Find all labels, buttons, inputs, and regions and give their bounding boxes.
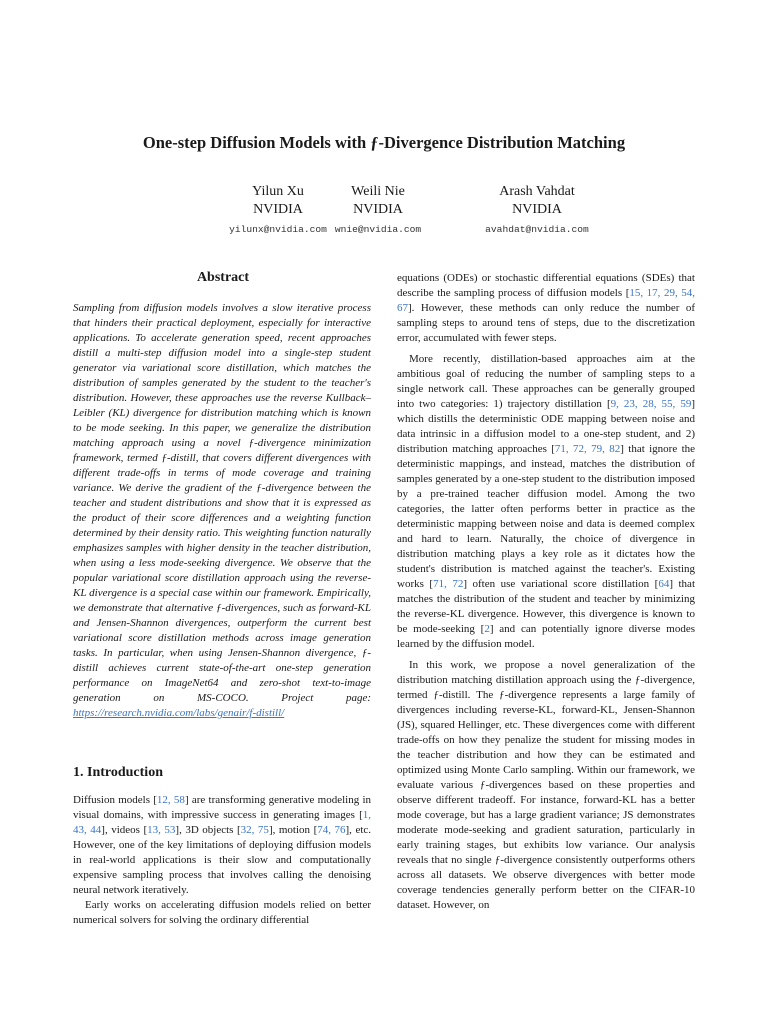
citation-link[interactable]: 74, 76 — [317, 824, 346, 836]
citation-link[interactable]: 15, 17, 29, 54, 67 — [397, 287, 695, 314]
author-name: Weili Nie — [351, 184, 405, 199]
right-column — [397, 271, 695, 913]
section-heading: 1. Introduction — [73, 765, 163, 780]
text-run: ] that matches the distribution of the student and teacher by minimizing the reverse-KL divergence. However, this divergence is known to be mode-seeking [ — [397, 578, 695, 635]
citation-link[interactable]: 2 — [484, 623, 490, 635]
citation-link[interactable]: 71, 72 — [433, 578, 464, 590]
author-name: Arash Vahdat — [499, 184, 575, 199]
text-run: ], videos [ — [101, 824, 148, 836]
author-block-3 — [437, 183, 637, 239]
author-affiliation: NVIDIA — [512, 202, 562, 217]
text-run: More recently, distillation-based approaches aim at the ambitious goal of reducing the number of sampling steps to a single network call. These approaches can be generally grouped into two categories: 1) trajectory distillation [ — [397, 353, 695, 410]
text-run: equations (ODEs) or stochastic differential equations (SDEs) that describe the sampling process of diffusion models [ — [397, 272, 695, 299]
author-name: Yilun Xu — [252, 184, 304, 199]
intro-column — [73, 793, 371, 928]
text-run: ] and can potentially ignore diverse modes learned by the diffusion model. — [397, 623, 695, 650]
text-run: ] that ignore the deterministic mappings, and instead, matches the distribution of samples generated by a one-step student to the distribution imposed by a pre-trained teacher diffusion model. Among the two categories, the latter often performs better in practice as the deterministic mapping between noise and data is deemed complex and hard to learn. Naturally, the choice of divergence in distribution matching plays a key role as it dictates how the student's distribution is matched against the teacher's. Existing works [ — [397, 443, 696, 590]
citation-link[interactable]: 12, 58 — [156, 794, 185, 806]
author-email: yilunx@nvidia.com — [229, 224, 327, 235]
text-run: ], etc. However, one of the key limitations of deploying diffusion models in real-world applications is their slow and computationally expensive sampling process that involves calling the denoising neural network iteratively. — [73, 824, 372, 896]
intro-paragraph-2: Early works on accelerating diffusion models relied on better numerical solvers for solving the ordinary differential — [73, 899, 371, 926]
project-page-link[interactable]: https://research.nvidia.com/labs/genair/f-distill/ — [73, 707, 285, 719]
right-paragraph-1 — [397, 271, 695, 346]
citation-link[interactable]: 71, 72, 79, 82 — [554, 443, 621, 455]
abstract-body — [73, 301, 371, 721]
citation-link[interactable]: 9, 23, 28, 55, 59 — [610, 398, 692, 410]
intro-paragraph-1 — [73, 793, 371, 898]
paper-title: One-step Diffusion Models with ƒ-Divergence Distribution Matching — [142, 133, 626, 152]
author-affiliation: NVIDIA — [253, 202, 303, 217]
text-run: ]. However, these methods can only reduce the number of sampling steps to around tens of steps, due to the discretization error, accumulated with fewer steps. — [397, 302, 695, 344]
text-run: Diffusion models [ — [73, 794, 157, 806]
text-run: ], 3D objects [ — [175, 824, 241, 836]
text-run: ], motion [ — [268, 824, 318, 836]
citation-link[interactable]: 32, 75 — [240, 824, 269, 836]
right-paragraph-2 — [397, 352, 695, 652]
citation-link[interactable]: 1, 43, 44 — [73, 809, 371, 836]
text-run: ] which distills the deterministic ODE mapping between noise and data intrinsic in a diffusion model to a one-step student, and 2) distribution matching approaches [ — [397, 398, 695, 455]
text-run: ] often use variational score distillation [ — [463, 578, 659, 590]
author-email: wnie@nvidia.com — [334, 224, 422, 235]
right-paragraph-3: In this work, we propose a novel generalization of the distribution matching distillation approach using the ƒ-divergence, termed ƒ-distill. The ƒ-divergence represents a large family of divergences including reverse-KL, forward-KL, Jensen-Shannon (JS), squared Hellinger, etc. These divergences come with different trade-offs on how they penalize the student for missing modes in the teacher distribution and how they can be estimated and optimized using Monte Carlo sampling. Within our framework, we evaluate various ƒ-divergences based on these properties and observe different tradeoff. For instance, forward-KL has a better mode coverage, but has a large gradient variance; JS demonstrates moderate mode-seeking and gradient saturation, particularly in early training stages, but exhibits low variance. Our analysis reveals that no single ƒ-divergence consistently outperforms others across all datasets. We observe divergences with better mode coverage tendencies generally perform better on the CIFAR-10 dataset. However, on — [397, 659, 695, 911]
author-affiliation: NVIDIA — [353, 202, 403, 217]
abstract-text: Sampling from diffusion models involves a slow iterative process that hinders their practical deployment, especially for interactive applications. To accelerate generation speed, recent approaches distill a multi-step diffusion model into a single-step student generator via variational score distillation, which matches the distribution of samples generated by the student to the teacher's distribution. However, these approaches use the reverse Kullback–Leibler (KL) divergence for distribution matching which is known to be mode seeking. In this paper, we generalize the distribution matching approach using a novel ƒ-divergence minimization framework, termed ƒ-distill, that covers different divergences with different trade-offs in terms of mode coverage and training variance. We derive the gradient of the ƒ-divergence between the teacher and student distributions and show that it is expressed as the product of their score differences and a weighting function determined by their density ratio. This weighting function naturally emphasizes samples with higher density in the teacher distribution, when using a less mode-seeking divergence. We observe that the popular variational score distillation approach using the reverse-KL divergence is a special case within our framework. Empirically, we demonstrate that alternative ƒ-divergences, such as forward-KL and Jensen-Shannon divergences, outperform the current best variational score distillation methods across image generation tasks. In particular, when using Jensen-Shannon divergence, ƒ-distill achieves current state-of-the-art one-step generation performance on ImageNet64 and zero-shot text-to-image generation on MS-COCO. Project page: — [73, 302, 371, 704]
abstract-heading: Abstract — [196, 270, 250, 285]
text-run: ] are transforming generative modeling in visual domains, with impressive success in generating images [ — [73, 794, 372, 821]
citation-link[interactable]: 13, 53 — [147, 824, 176, 836]
author-email: avahdat@nvidia.com — [485, 224, 589, 235]
citation-link[interactable]: 64 — [658, 578, 670, 590]
